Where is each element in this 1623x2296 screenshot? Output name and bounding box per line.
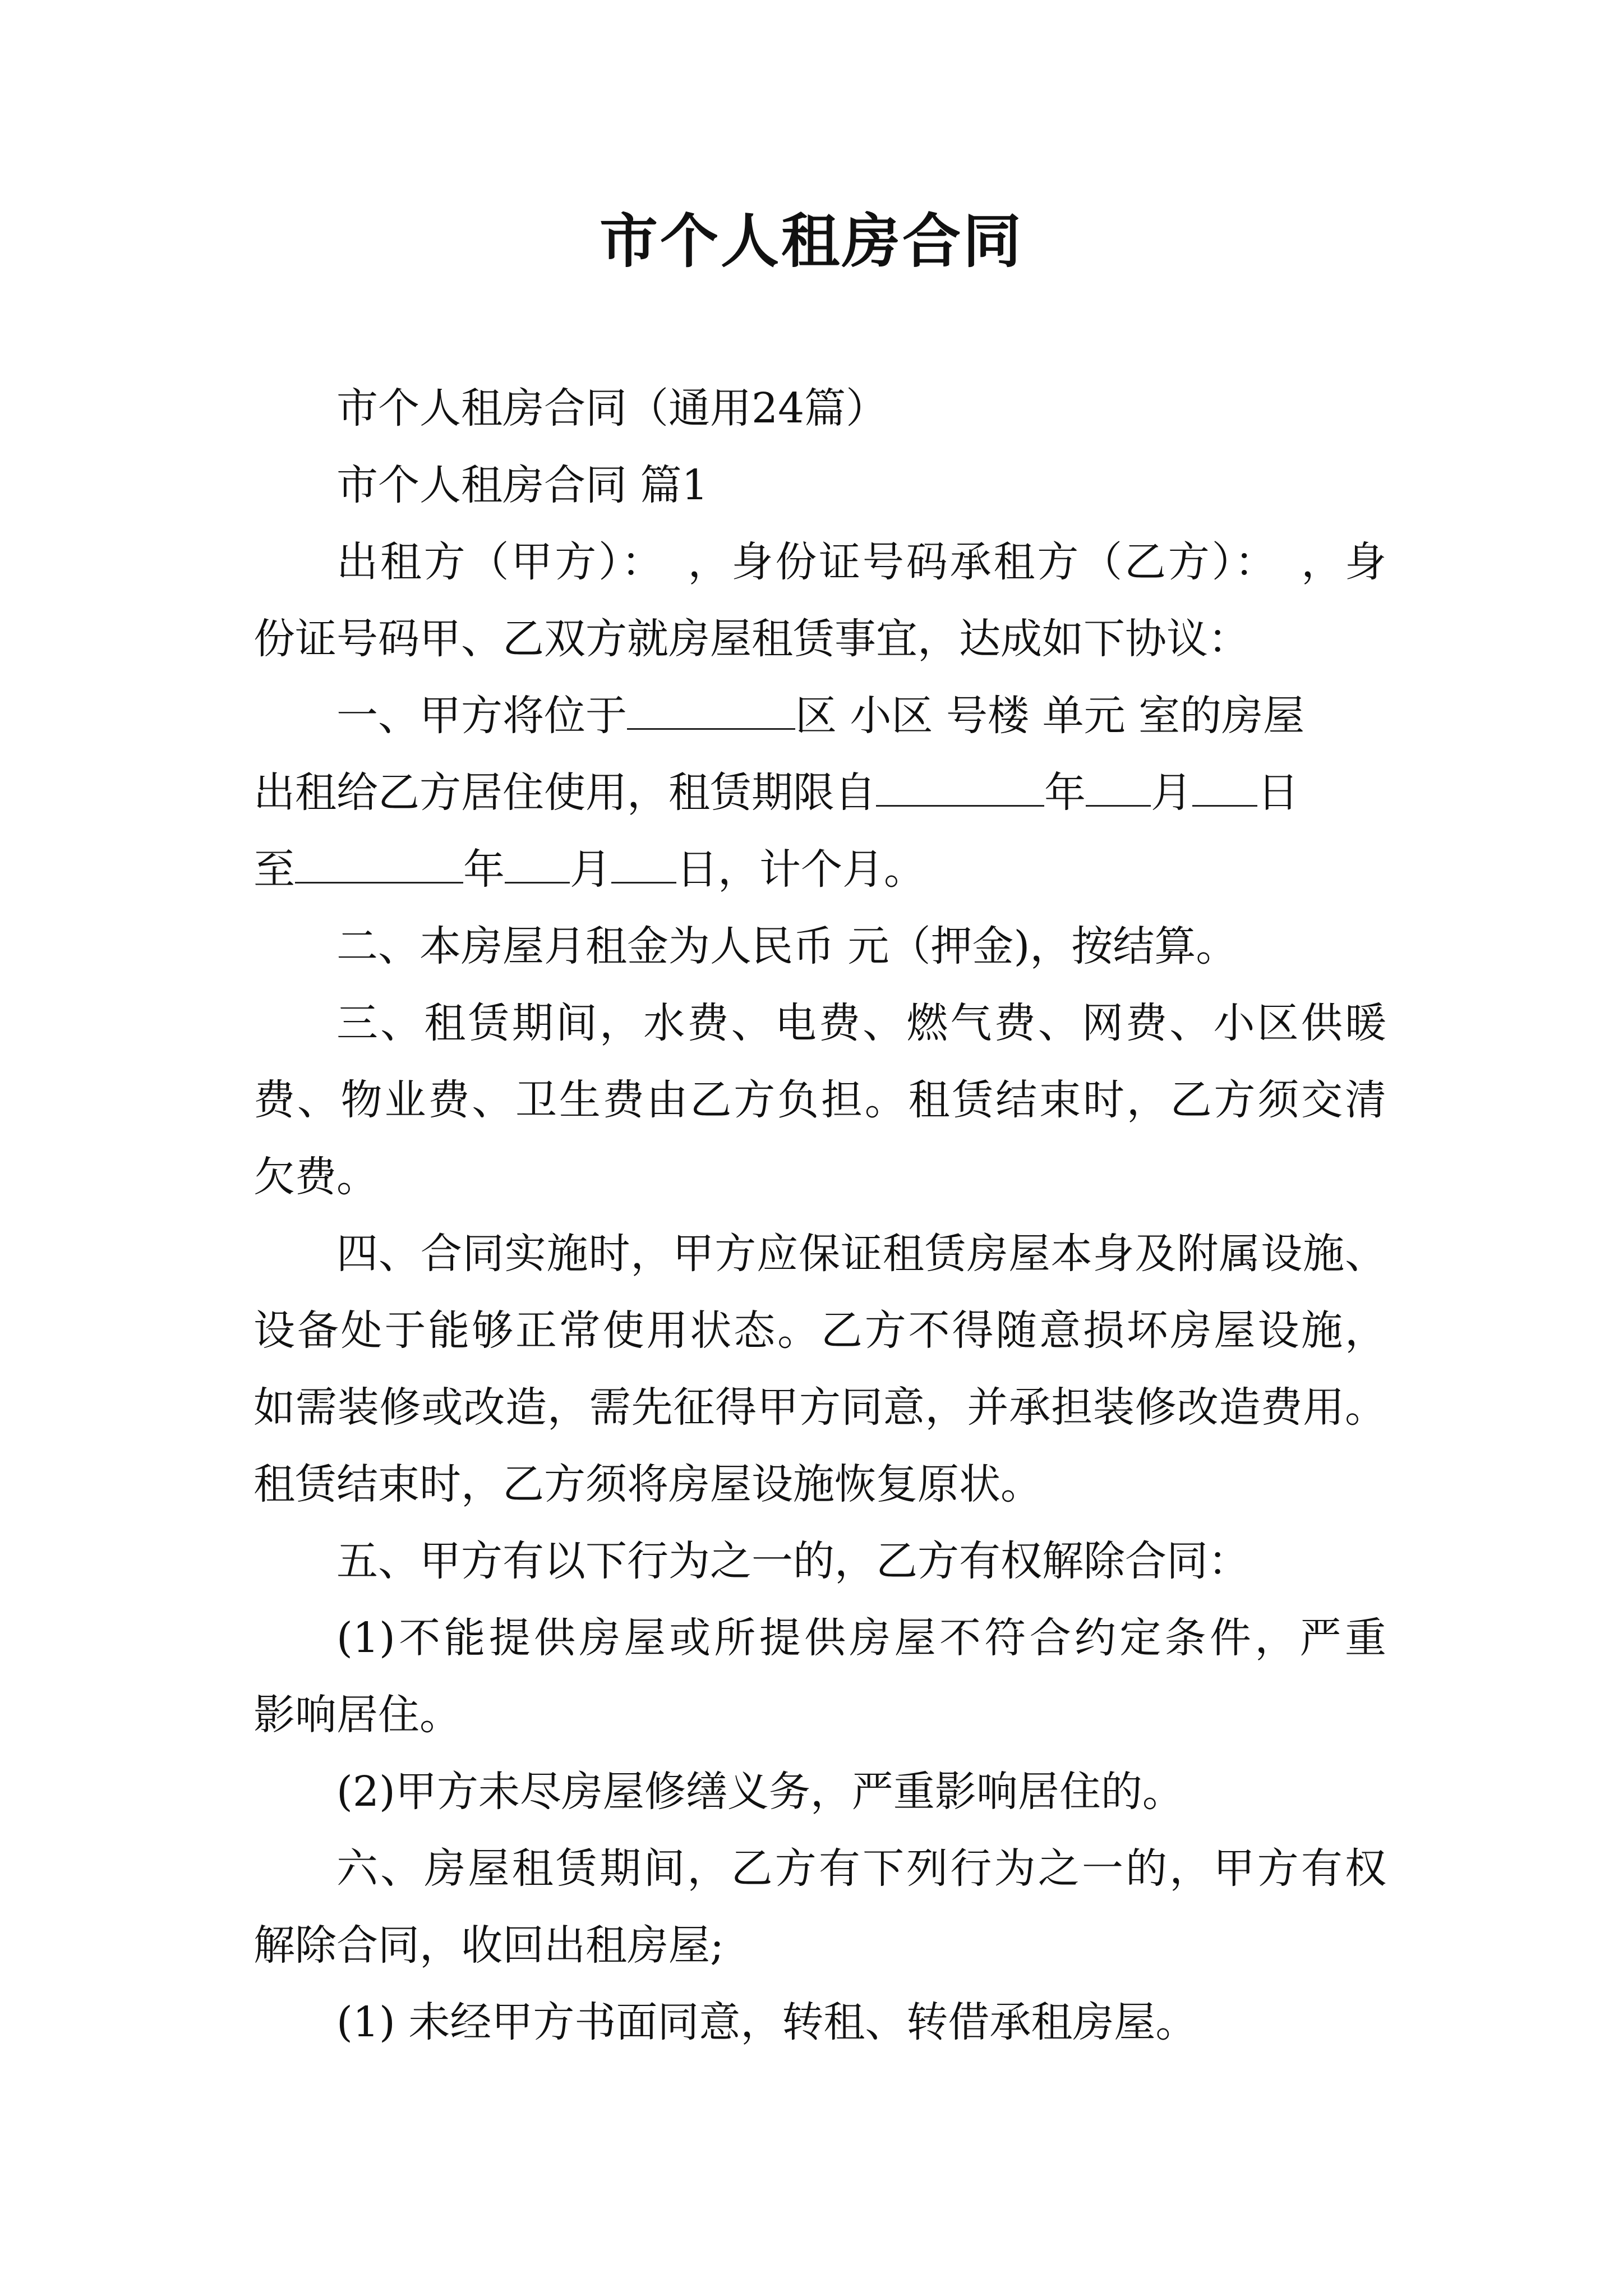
clause-1-line-3 bbox=[253, 831, 1386, 908]
clause-5-intro: 五、甲方有以下行为之一的，乙方有权解除合同： bbox=[336, 1537, 1249, 1585]
parties-line-2: 份证号码甲、乙双方就房屋租赁事宜，达成如下协议： bbox=[253, 615, 1249, 663]
clause-1-text: 月 bbox=[1151, 769, 1192, 817]
clause-3-line-1: 三、租赁期间，水费、电费、燃气费、网费、小区供暖 bbox=[336, 999, 1386, 1047]
clause-2: 二、本房屋月租金为人民币 元（押金)，按结算。 bbox=[336, 922, 1238, 970]
clause-1-text: 年 bbox=[1044, 769, 1086, 817]
document-subtitle: 市个人租房合同（通用24篇） bbox=[336, 384, 888, 432]
clause-5-item-1-line-1: (1)不能提供房屋或所提供房屋不符合约定条件，严重 bbox=[336, 1614, 1386, 1662]
blank-start-year bbox=[876, 770, 1044, 807]
clause-1-text: 日 bbox=[1257, 769, 1299, 817]
clause-4-line-4: 租赁结束时，乙方须将房屋设施恢复原状。 bbox=[253, 1460, 1042, 1508]
clause-6-line-1: 六、房屋租赁期间，乙方有下列行为之一的，甲方有权 bbox=[336, 1844, 1386, 1893]
clause-3-line-2: 费、物业费、卫生费由乙方负担。租赁结束时，乙方须交清 bbox=[253, 1076, 1386, 1124]
blank-end-month bbox=[505, 847, 570, 884]
blank-end-day bbox=[611, 847, 676, 884]
clause-3-line-3: 欠费。 bbox=[253, 1153, 378, 1201]
clause-1-text: 日，计个月。 bbox=[676, 845, 925, 894]
clause-1-text: 出租给乙方居住使用，租赁期限自 bbox=[253, 769, 876, 817]
blank-district bbox=[627, 693, 795, 730]
clause-5-item-1-line-2: 影响居住。 bbox=[253, 1691, 461, 1739]
clause-4-line-3: 如需装修或改造，需先征得甲方同意，并承担装修改造费用。 bbox=[253, 1383, 1386, 1432]
clause-4-line-1: 四、合同实施时，甲方应保证租赁房屋本身及附属设施、 bbox=[336, 1230, 1386, 1278]
clause-1-text: 月 bbox=[570, 845, 611, 894]
parties-line-1: 出租方（甲方）： ，身份证号码承租方（乙方）： ，身 bbox=[336, 538, 1386, 586]
document-title: 市个人租房合同 bbox=[599, 206, 1023, 275]
clause-1-text: 区 小区 号楼 单元 室的房屋 bbox=[795, 692, 1305, 740]
clause-1-line-1 bbox=[253, 678, 1386, 754]
clause-5-item-2: (2)甲方未尽房屋修缮义务，严重影响居住的。 bbox=[336, 1768, 1184, 1816]
blank-start-month bbox=[1086, 770, 1151, 807]
section-heading: 市个人租房合同 篇1 bbox=[336, 461, 708, 509]
clause-6-line-2: 解除合同，收回出租房屋; bbox=[253, 1921, 724, 1970]
clause-4-line-2: 设备处于能够正常使用状态。乙方不得随意损坏房屋设施， bbox=[253, 1306, 1386, 1355]
blank-end-year bbox=[295, 847, 463, 884]
clause-1-text: 年 bbox=[463, 845, 505, 894]
blank-start-day bbox=[1192, 770, 1257, 807]
clause-1-text: 一、甲方将位于 bbox=[336, 692, 627, 740]
document-body bbox=[253, 370, 1386, 2061]
clause-6-item-1: (1) 未经甲方书面同意，转租、转借承租房屋。 bbox=[336, 1998, 1197, 2046]
clause-1-text: 至 bbox=[253, 845, 295, 894]
clause-1-line-2 bbox=[253, 754, 1386, 831]
